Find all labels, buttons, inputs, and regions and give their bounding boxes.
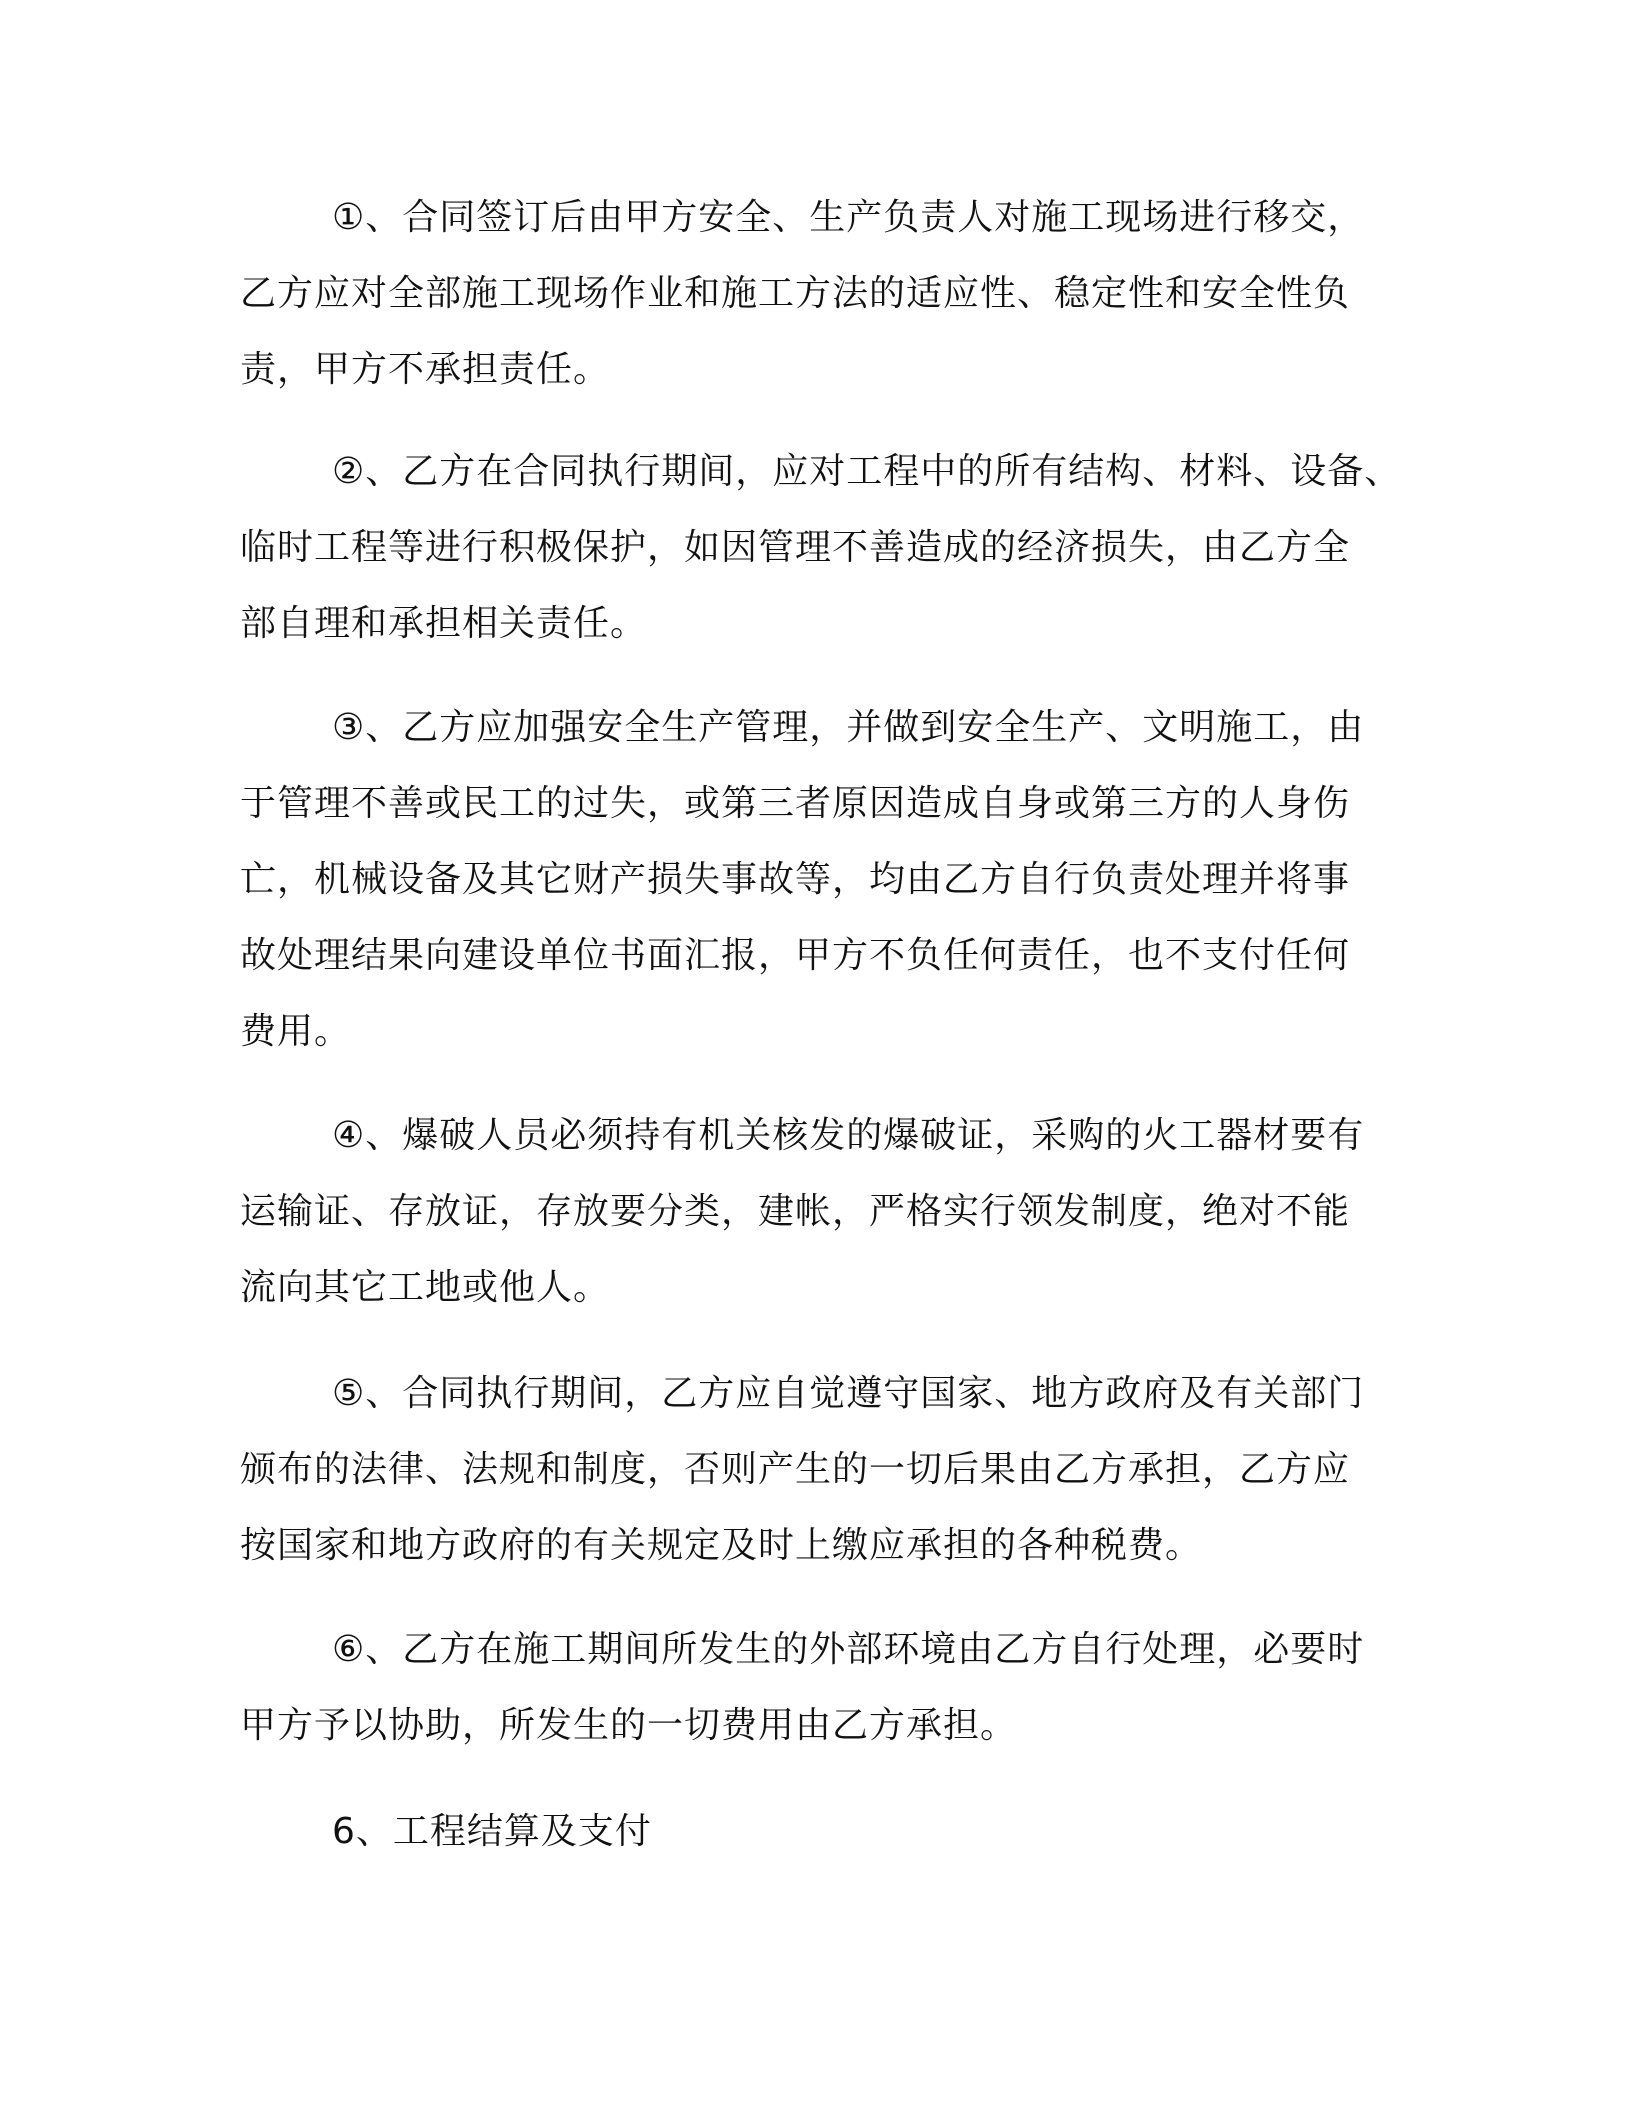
paragraph-1-line-2: 乙方应对全部施工现场作业和施工方法的适应性、稳定性和安全性负 — [240, 273, 1351, 314]
paragraph-3-line-4: 故处理结果向建设单位书面汇报，甲方不负任何责任，也不支付任何 — [240, 935, 1351, 976]
section-heading: 6、工程结算及支付 — [332, 1811, 652, 1852]
paragraph-3-line-1: ③、乙方应加强安全生产管理，并做到安全生产、文明施工，由 — [332, 707, 1365, 748]
paragraph-6-line-2: 甲方予以协助，所发生的一切费用由乙方承担。 — [240, 1705, 1018, 1746]
paragraph-5-line-1: ⑤、合同执行期间，乙方应自觉遵守国家、地方政府及有关部门 — [332, 1373, 1365, 1414]
paragraph-2-line-2: 临时工程等进行积极保护，如因管理不善造成的经济损失，由乙方全 — [240, 527, 1351, 568]
paragraph-6-line-1: ⑥、乙方在施工期间所发生的外部环境由乙方自行处理，必要时 — [332, 1629, 1365, 1670]
paragraph-2-line-3: 部自理和承担相关责任。 — [240, 603, 648, 644]
paragraph-4-line-2: 运输证、存放证，存放要分类，建帐，严格实行领发制度，绝对不能 — [240, 1191, 1351, 1232]
paragraph-5-line-2: 颁布的法律、法规和制度，否则产生的一切后果由乙方承担，乙方应 — [240, 1449, 1351, 1490]
paragraph-4-line-1: ④、爆破人员必须持有机关核发的爆破证，采购的火工器材要有 — [332, 1115, 1365, 1156]
paragraph-3-line-3: 亡，机械设备及其它财产损失事故等，均由乙方自行负责处理并将事 — [240, 859, 1351, 900]
paragraph-2-line-1: ②、乙方在合同执行期间，应对工程中的所有结构、材料、设备、 — [332, 451, 1402, 492]
paragraph-1-line-1: ①、合同签订后由甲方安全、生产负责人对施工现场进行移交， — [332, 197, 1365, 238]
paragraph-3-line-2: 于管理不善或民工的过失，或第三者原因造成自身或第三方的人身伤 — [240, 783, 1351, 824]
paragraph-1-line-3: 责，甲方不承担责任。 — [240, 349, 611, 390]
paragraph-3-line-5: 费用。 — [240, 1011, 352, 1052]
paragraph-5-line-3: 按国家和地方政府的有关规定及时上缴应承担的各种税费。 — [240, 1525, 1203, 1566]
paragraph-4-line-3: 流向其它工地或他人。 — [240, 1267, 611, 1308]
